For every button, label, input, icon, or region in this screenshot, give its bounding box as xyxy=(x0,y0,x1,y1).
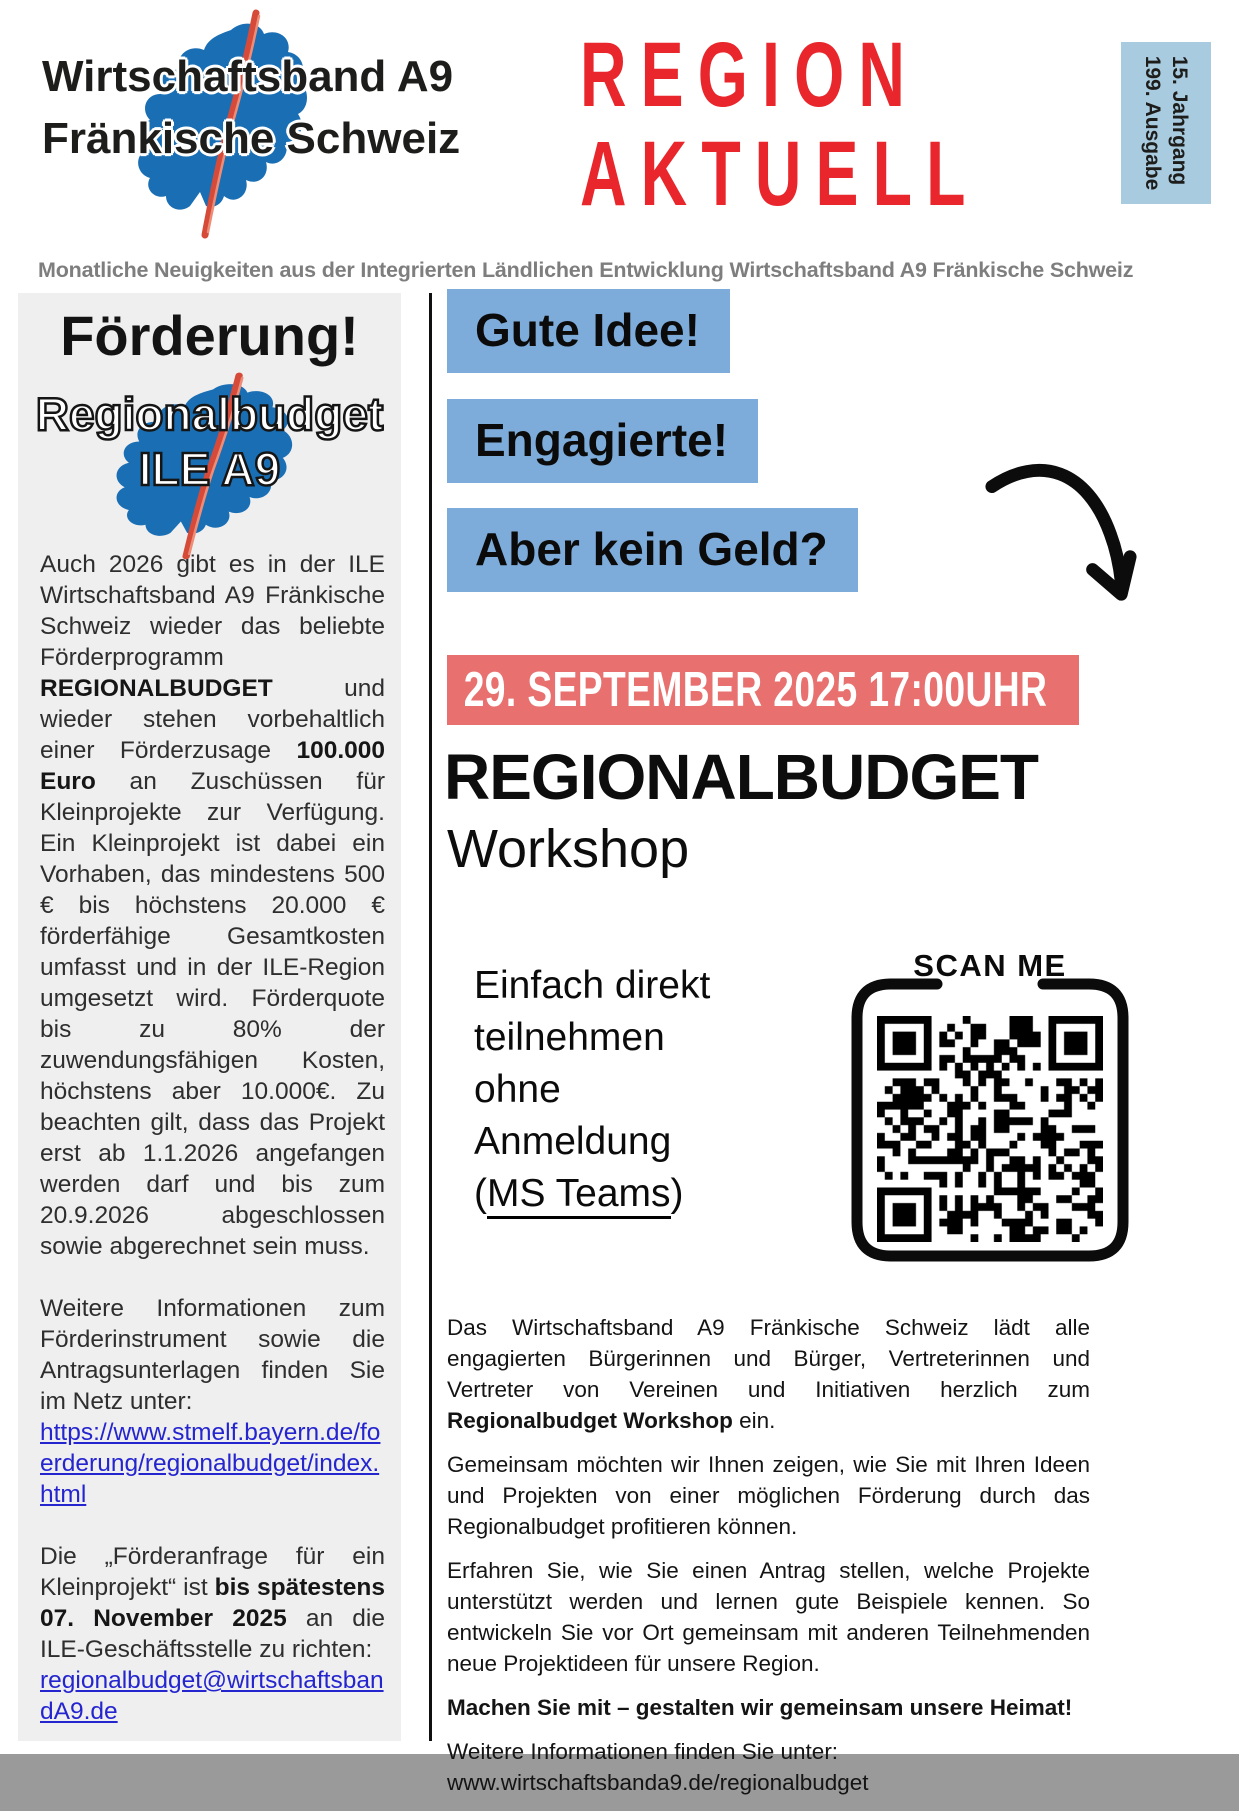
funding-panel xyxy=(18,293,401,1741)
funding-p1-text: Auch 2026 gibt es in der ILE Wirtschaftsband A9 Fränkische Schweiz wieder das beliebte Förderprogramm xyxy=(40,551,385,671)
date-banner-text: 29. SEPTEMBER 2025 17:00UHR xyxy=(463,663,1048,717)
funding-p1-text2: und wieder stehen vorbehaltlich einer Förderzusage xyxy=(40,675,385,764)
funding-body xyxy=(40,549,385,1758)
tagline: Monatliche Neuigkeiten aus der Integrierten Ländlichen Entwicklung Wirtschaftsband A9 Fränkische Schweiz xyxy=(38,258,1134,282)
funding-p1-text3: an Zuschüssen für Kleinprojekte zur Verfügung. Ein Kleinprojekt ist dabei ein Vorhaben, das mindestens 500 € bis höchstens 20.000 € förderfähige Gesamtkosten umfasst und in der ILE-Region umgesetzt wird. Förderquote bis zu 80% der zuwendungsfähigen Kosten, höchstens aber 10.000€. Zu beachten gilt, dass das Projekt erst ab 1.1.2026 angefangen werden darf und bis zum 20.9.2026 abgeschlossen sowie abgerechnet sein muss. xyxy=(40,768,385,1260)
paren-close: ) xyxy=(670,1172,684,1215)
regionalbudget-badge xyxy=(18,387,401,497)
participation-line-4: Anmeldung xyxy=(474,1120,672,1163)
masthead-line-1: REGION xyxy=(580,24,920,126)
invitation-paragraph-1 xyxy=(447,1312,1090,1436)
funding-paragraph-2 xyxy=(40,1293,385,1510)
logo-wordmark xyxy=(42,46,460,170)
curved-arrow-icon xyxy=(982,450,1140,620)
participation-note xyxy=(474,960,710,1220)
funding-paragraph-3 xyxy=(40,1541,385,1727)
masthead-title xyxy=(580,26,980,224)
invitation-paragraph-2: Gemeinsam möchten wir Ihnen zeigen, wie Sie mit Ihren Ideen und Projekten von einer möglichen Förderung durch das Regionalbudget profitieren können. xyxy=(447,1452,1090,1539)
event-subtitle: Workshop xyxy=(447,819,690,879)
funding-p1-bold-amount: 100.000 Euro xyxy=(40,737,385,795)
funding-p1-bold-program: REGIONALBUDGET xyxy=(40,675,273,702)
funding-paragraph-1 xyxy=(40,549,385,1262)
funding-p3-text: Die „Förderanfrage für ein Kleinprojekt“ ist xyxy=(40,1543,385,1601)
participation-line-3: ohne xyxy=(474,1068,561,1111)
funding-title: Förderung! xyxy=(60,304,359,367)
participation-line-1: Einfach direkt xyxy=(474,964,711,1007)
edition-year: 15. Jahrgang xyxy=(1168,55,1191,186)
highlight-gute-idee: Gute Idee! xyxy=(447,289,730,373)
invite-p1-bold: Regionalbudget Workshop xyxy=(447,1408,733,1433)
highlight-kein-geld: Aber kein Geld? xyxy=(447,508,858,592)
more-info xyxy=(447,1736,1090,1798)
scan-me-label: SCAN ME xyxy=(913,948,1067,983)
logo-line-1: Wirtschaftsband A9 xyxy=(42,52,454,101)
invitation-callout-text: Machen Sie mit – gestalten wir gemeinsam unsere Heimat! xyxy=(447,1695,1073,1720)
qr-code xyxy=(877,1016,1103,1242)
edition-issue: 199. Ausgabe xyxy=(1141,55,1164,191)
email-link[interactable]: regionalbudget@wirtschaftsbandA9.de xyxy=(40,1667,384,1725)
date-banner xyxy=(447,655,1079,725)
qr-block xyxy=(845,950,1135,1270)
funding-p3-text2: an die ILE-Geschäftsstelle zu richten: xyxy=(40,1605,385,1663)
participation-line-2: teilnehmen xyxy=(474,1016,665,1059)
ms-teams-link[interactable]: MS Teams xyxy=(487,1172,671,1219)
badge-line-2: ILE A9 xyxy=(138,443,281,495)
stmelf-link[interactable]: https://www.stmelf.bayern.de/foerderung/regionalbudget/index.html xyxy=(40,1419,381,1508)
highlight-engagierte: Engagierte! xyxy=(447,399,758,483)
paren-open: ( xyxy=(474,1172,487,1215)
participation-line-5 xyxy=(474,1168,710,1220)
masthead-line-2: AKTUELL xyxy=(580,123,980,225)
edition-text xyxy=(1139,56,1193,191)
funding-p3-bold-deadline: bis spätestens 07. November 2025 xyxy=(40,1574,385,1632)
funding-p2-text: Weitere Informationen zum Förderinstrument sowie die Antragsunterlagen finden Sie im Netz unter: xyxy=(40,1295,385,1415)
invitation-paragraph-3: Erfahren Sie, wie Sie einen Antrag stellen, welche Projekte unterstützt werden und lernen gute Beispiele kennen. So entwickeln Sie vor Ort gemeinsam mit anderen Teilnehmenden neue Projektideen für unsere Region. xyxy=(447,1558,1090,1676)
more-info-label: Weitere Informationen finden Sie unter: xyxy=(447,1739,839,1764)
badge-line-1: Regionalbudget xyxy=(35,388,384,440)
logo-line-2: Fränkische Schweiz xyxy=(42,114,461,163)
invitation-body xyxy=(447,1312,1090,1811)
column-divider xyxy=(429,293,432,1741)
invitation-callout xyxy=(447,1692,1090,1723)
invite-p1-text2: ein. xyxy=(732,1408,776,1433)
edition-badge xyxy=(1121,42,1211,204)
invite-p1-text: Das Wirtschaftsband A9 Fränkische Schweiz lädt alle engagierten Bürgerinnen und Bürger, Vertreterinnen und Vertreter von Vereinen und Initiativen herzlich zum xyxy=(447,1315,1090,1402)
event-title: REGIONALBUDGET xyxy=(444,741,1038,813)
info-url: www.wirtschaftsbanda9.de/regionalbudget xyxy=(447,1770,869,1795)
